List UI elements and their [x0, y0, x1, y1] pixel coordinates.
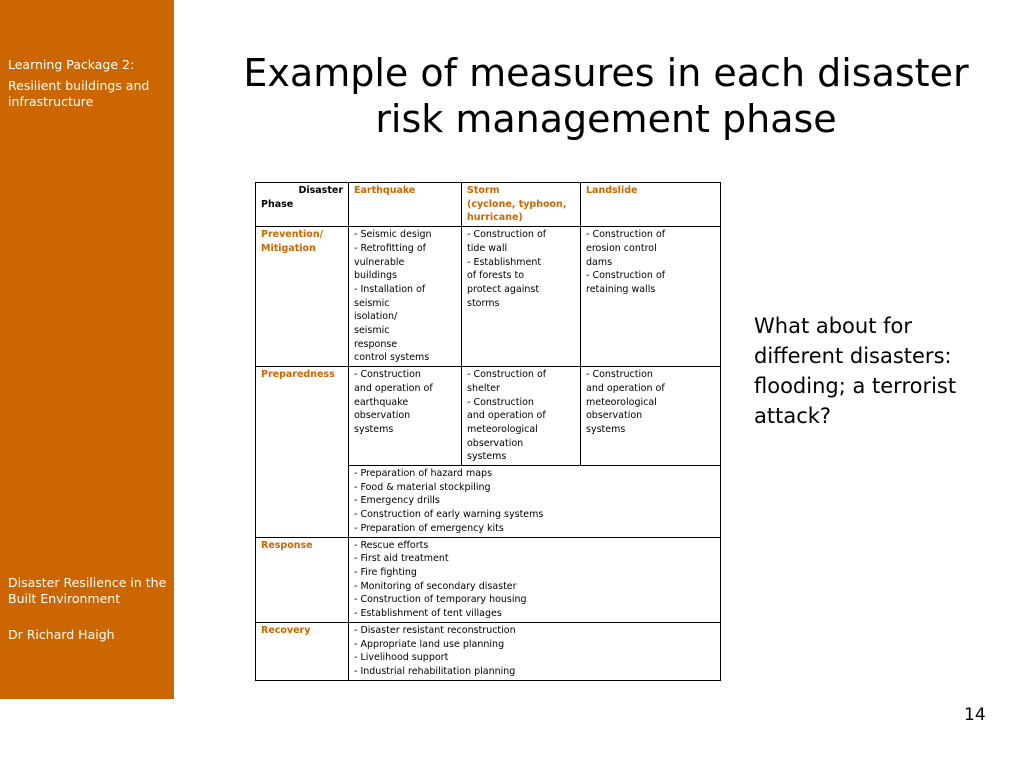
table-row-preparedness [256, 367, 721, 466]
cell-line: observation [354, 410, 411, 422]
cell-line: - Construction [354, 369, 421, 381]
header-phase-line1: Disaster [298, 185, 343, 196]
cell-line: earthquake [354, 396, 409, 408]
cell-line: - Rescue efforts [354, 539, 429, 551]
cell-line: protect against [467, 283, 540, 295]
cell-line: and operation of [467, 410, 546, 422]
response-common-cell [349, 537, 721, 622]
prevention-landslide-cell [581, 227, 721, 367]
phase-response-label: Response [261, 539, 313, 551]
table-row-prevention [256, 227, 721, 367]
cell-line: - Establishment [467, 256, 542, 268]
phase-recovery-label: Recovery [261, 624, 311, 636]
cell-line: - Seismic design [354, 229, 432, 241]
phase-preparedness-cell [256, 367, 349, 537]
preparedness-landslide-cell [581, 367, 721, 466]
cell-line: erosion control [586, 242, 657, 254]
author-name: Dr Richard Haigh [8, 627, 115, 642]
cell-line: systems [586, 423, 626, 435]
cell-line: - Emergency drills [354, 495, 440, 507]
cell-line: - Retrofitting of [354, 242, 427, 254]
header-storm-cell [462, 183, 581, 227]
phase-prevention-cell [256, 227, 349, 367]
cell-line: - Livelihood support [354, 652, 449, 664]
cell-line: hurricane) [467, 212, 523, 224]
cell-line: - Installation of [354, 283, 426, 295]
header-earthquake: Earthquake [354, 185, 416, 196]
cell-line: - Construction of temporary housing [354, 594, 527, 606]
cell-line: tide wall [467, 242, 508, 254]
table-row-recovery [256, 622, 721, 680]
cell-line: (cyclone, typhoon, [467, 198, 567, 210]
cell-line: - First aid treatment [354, 553, 449, 565]
cell-line: - Construction of [467, 229, 547, 241]
measures-table [255, 182, 721, 681]
cell-line: of forests to [467, 270, 525, 282]
header-phase-cell [256, 183, 349, 227]
preparedness-earthquake-cell [349, 367, 462, 466]
cell-line: - Establishment of tent villages [354, 608, 502, 620]
cell-line: seismic [354, 297, 390, 309]
page-number: 14 [964, 705, 986, 725]
cell-line: - Construction [467, 396, 534, 408]
cell-line: response [354, 338, 398, 350]
callout-question: What about for different disasters: flooding; a terrorist attack? [754, 314, 957, 428]
cell-line: - Preparation of emergency kits [354, 522, 504, 534]
cell-line: storms [467, 297, 500, 309]
cell-line: Mitigation [261, 242, 316, 254]
recovery-common-cell [349, 622, 721, 680]
cell-line: meteorological [586, 396, 657, 408]
cell-line: systems [354, 423, 394, 435]
cell-line: - Construction [586, 369, 653, 381]
header-phase-line2: Phase [261, 198, 294, 210]
cell-line: Storm [467, 185, 500, 196]
cell-line: - Preparation of hazard maps [354, 468, 493, 480]
cell-line: - Industrial rehabilitation planning [354, 665, 516, 677]
course-title: Disaster Resilience in the Built Environment [8, 575, 167, 606]
cell-line: - Fire fighting [354, 566, 417, 578]
package-title: Learning Package 2: [8, 57, 135, 72]
header-earthquake-cell [349, 183, 462, 227]
cell-line: - Disaster resistant reconstruction [354, 624, 516, 636]
cell-line: - Construction of [586, 270, 666, 282]
prevention-storm-cell [462, 227, 581, 367]
prevention-earthquake-cell [349, 227, 462, 367]
preparedness-common-cell [349, 466, 721, 538]
cell-line: Prevention/ [261, 229, 324, 241]
cell-line: meteorological [467, 423, 538, 435]
phase-recovery-cell [256, 622, 349, 680]
cell-line: shelter [467, 382, 500, 394]
package-subtitle: Resilient buildings and infrastructure [8, 78, 150, 109]
cell-line: - Appropriate land use planning [354, 638, 505, 650]
cell-line: - Food & material stockpiling [354, 481, 491, 493]
cell-line: isolation/ [354, 311, 398, 323]
preparedness-storm-cell [462, 367, 581, 466]
cell-line: retaining walls [586, 283, 656, 295]
cell-line: dams [586, 256, 613, 268]
cell-line: - Construction of [467, 369, 547, 381]
cell-line: systems [467, 451, 507, 463]
cell-line: - Construction of [586, 229, 666, 241]
cell-line: seismic [354, 325, 390, 337]
cell-line: observation [586, 410, 643, 422]
header-landslide-cell [581, 183, 721, 227]
cell-line: control systems [354, 352, 430, 364]
header-landslide: Landslide [586, 185, 638, 196]
cell-line: and operation of [586, 382, 665, 394]
cell-line: and operation of [354, 382, 433, 394]
phase-preparedness-label: Preparedness [261, 369, 335, 381]
sidebar-panel [0, 0, 174, 699]
cell-line: - Construction of early warning systems [354, 509, 544, 521]
cell-line: observation [467, 437, 524, 449]
cell-line: vulnerable [354, 256, 405, 268]
table-row-response [256, 537, 721, 622]
slide-title: Example of measures in each disaster risk management phase [243, 51, 969, 141]
cell-line: buildings [354, 270, 398, 282]
cell-line: - Monitoring of secondary disaster [354, 580, 517, 592]
table-header-row [256, 183, 721, 227]
phase-response-cell [256, 537, 349, 622]
